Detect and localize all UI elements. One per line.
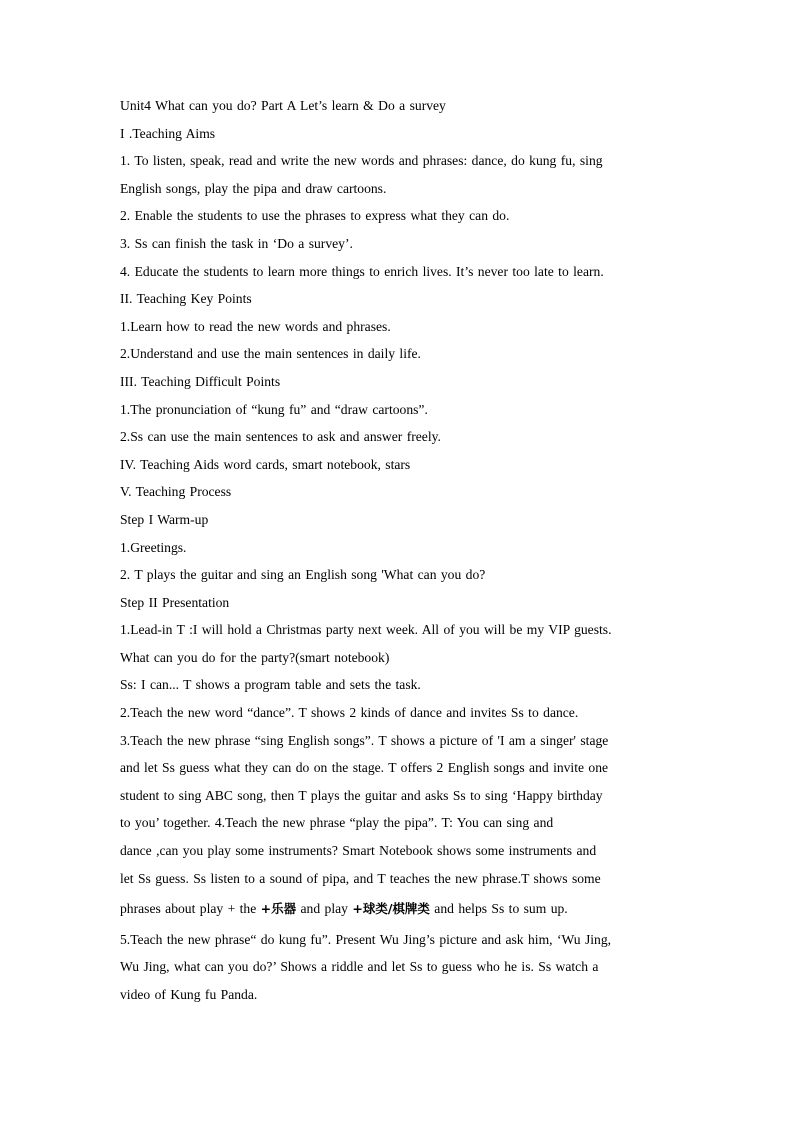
text-line: 2.Ss can use the main sentences to ask and answer freely. (120, 429, 441, 445)
text-line: video of Kung fu Panda. (120, 987, 258, 1002)
text-line: 1.The pronunciation of “kung fu” and “draw cartoons”. (120, 401, 428, 417)
text-line: 5.Teach the new phrase“ do kung fu”. Present Wu Jing’s picture and ask him, ‘Wu Jing, (120, 931, 612, 947)
text-line: student to sing ABC song, then T plays the guitar and asks Ss to sing ‘Happy birthday (120, 787, 603, 803)
text-line: let Ss guess. Ss listen to a sound of pipa, and T teaches the new phrase.T shows some (120, 870, 601, 886)
text-line: English songs, play the pipa and draw cartoons. (120, 180, 387, 196)
text-line: 2.Teach the new word “dance”. T shows 2 kinds of dance and invites Ss to dance. (120, 705, 579, 721)
section-heading-aids: IV. Teaching Aids word cards, smart notebook, stars (120, 456, 411, 472)
text-line: 3.Teach the new phrase “sing English songs”. T shows a picture of 'I am a singer' stage (120, 732, 609, 748)
text-segment: and helps Ss to sum up. (429, 901, 568, 917)
step-heading-warm-up: Step I Warm-up (120, 511, 209, 527)
text-line: 1.Lead-in T :I will hold a Christmas party next week. All of you will be my VIP guests. (120, 622, 612, 638)
text-line: 1.Greetings. (120, 539, 187, 555)
text-line: 1. To listen, speak, read and write the new words and phrases: dance, do kung fu, sing (120, 153, 603, 169)
document-body (120, 92, 676, 1009)
text-line: 1.Learn how to read the new words and phrases. (120, 318, 391, 334)
text-segment: and play (296, 901, 353, 917)
text-line: and let Ss guess what they can do on the stage. T offers 2 English songs and invite one (120, 760, 609, 776)
text-segment: phrases about play + the (120, 901, 261, 917)
text-segment-cjk: +球类/棋牌类 (352, 901, 430, 917)
doc-title: Unit4 What can you do? Part A Let’s learn & Do a survey (120, 98, 446, 113)
text-line: 3. Ss can finish the task in ‘Do a survey’. (120, 235, 353, 251)
text-segment-cjk: +乐器 (260, 901, 297, 917)
section-heading-key-points: II. Teaching Key Points (120, 291, 252, 307)
text-line: dance ,can you play some instruments? Smart Notebook shows some instruments and (120, 843, 597, 859)
text-line: 2. T plays the guitar and sing an English song 'What can you do? (120, 567, 486, 583)
text-line: What can you do for the party?(smart notebook) (120, 649, 390, 665)
text-line-mixed (120, 895, 676, 923)
text-line: 2.Understand and use the main sentences in daily life. (120, 346, 421, 362)
text-line: to you’ together. 4.Teach the new phrase “play the pipa”. T: You can sing and (120, 815, 554, 831)
section-heading-difficult-points: III. Teaching Difficult Points (120, 373, 281, 389)
text-line: Ss: I can... T shows a program table and sets the task. (120, 677, 421, 693)
text-line: Wu Jing, what can you do?’ Shows a riddle and let Ss to guess who he is. Ss watch a (120, 959, 599, 975)
step-heading-presentation: Step II Presentation (120, 594, 230, 610)
section-heading-aims: I .Teaching Aims (120, 125, 216, 141)
section-heading-process: V. Teaching Process (120, 484, 232, 500)
text-line: 2. Enable the students to use the phrases to express what they can do. (120, 208, 510, 224)
text-line: 4. Educate the students to learn more things to enrich lives. It’s never too late to learn. (120, 263, 604, 279)
